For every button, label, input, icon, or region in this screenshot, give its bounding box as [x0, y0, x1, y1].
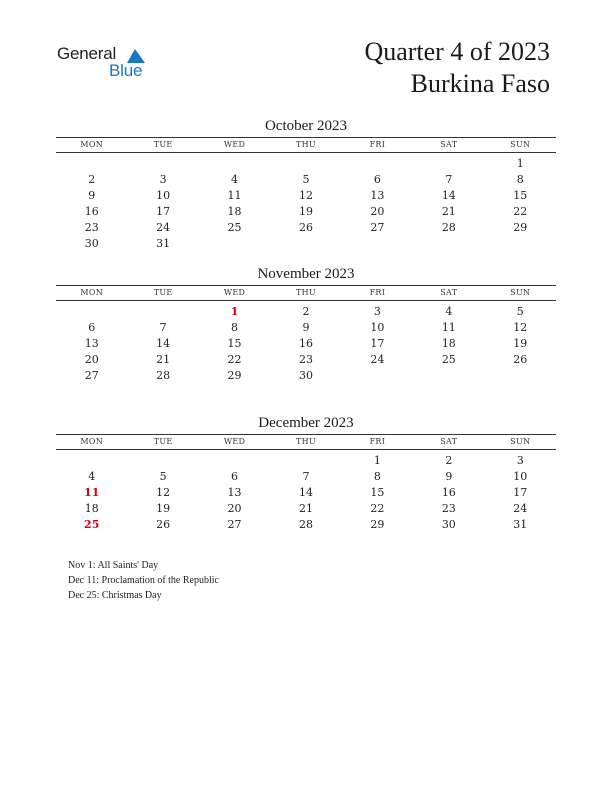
- day-cell: 25: [227, 221, 242, 234]
- day-cell: 16: [84, 205, 99, 218]
- day-cell: 9: [302, 321, 310, 334]
- empty-day-cell: [199, 236, 270, 252]
- week-row: [56, 485, 556, 501]
- weeks: [56, 453, 556, 533]
- day-cell: 5: [159, 470, 167, 483]
- week-row: [56, 453, 556, 469]
- day-cell: 1: [516, 157, 524, 170]
- empty-day-cell: [270, 236, 341, 252]
- empty-day-cell: [56, 453, 127, 469]
- day-cell: 23: [441, 502, 456, 515]
- day-cell: 1: [373, 454, 381, 467]
- day-cell: 24: [156, 221, 171, 234]
- day-cell: 21: [441, 205, 456, 218]
- day-cell: 10: [156, 189, 171, 202]
- day-cell: 14: [441, 189, 456, 202]
- day-cell: 23: [298, 353, 313, 366]
- day-cell: 9: [88, 189, 96, 202]
- day-cell: 30: [441, 518, 456, 531]
- empty-day-cell: [342, 236, 413, 252]
- day-cell: 24: [513, 502, 528, 515]
- day-cell: 20: [227, 502, 242, 515]
- day-cell: 24: [370, 353, 385, 366]
- month-title: October 2023: [264, 118, 348, 134]
- day-cell: 6: [231, 470, 239, 483]
- day-cell: 4: [88, 470, 96, 483]
- empty-day-cell: [342, 368, 413, 384]
- weekday-label: SUN: [510, 140, 531, 149]
- month-november: [56, 264, 556, 384]
- day-cell: 3: [159, 173, 167, 186]
- empty-day-cell: [270, 156, 341, 172]
- day-cell: 25: [441, 353, 456, 366]
- week-row: [56, 368, 556, 384]
- day-cell: 7: [159, 321, 167, 334]
- week-row: [56, 304, 556, 320]
- weekday-label: WED: [223, 288, 246, 297]
- day-cell: 7: [302, 470, 310, 483]
- day-cell: 15: [370, 486, 385, 499]
- day-cell: 13: [84, 337, 99, 350]
- day-cell: 10: [513, 470, 528, 483]
- empty-day-cell: [413, 156, 484, 172]
- day-cell: 30: [298, 369, 313, 382]
- day-cell: 2: [88, 173, 96, 186]
- weekday-label: THU: [295, 288, 316, 297]
- week-row: [56, 172, 556, 188]
- day-cell: 30: [84, 237, 99, 250]
- day-cell: 27: [227, 518, 242, 531]
- day-cell: 19: [513, 337, 528, 350]
- day-cell: 18: [441, 337, 456, 350]
- weekday-label: THU: [295, 140, 316, 149]
- day-cell: 28: [441, 221, 456, 234]
- month-october: [56, 116, 556, 252]
- generalblue-logo: [57, 44, 157, 84]
- weekday-label: TUE: [153, 288, 173, 297]
- day-cell: 20: [84, 353, 99, 366]
- day-cell: 3: [373, 305, 381, 318]
- weeks: [56, 304, 556, 384]
- week-row: [56, 204, 556, 220]
- day-cell: 22: [513, 205, 528, 218]
- week-row: [56, 188, 556, 204]
- day-cell: 12: [298, 189, 313, 202]
- day-cell: 18: [84, 502, 99, 515]
- day-cell: 17: [513, 486, 528, 499]
- holiday-notes: [68, 558, 219, 603]
- weekday-label: SAT: [440, 140, 458, 149]
- weekday-label: FRI: [369, 288, 386, 297]
- empty-day-cell: [127, 304, 198, 320]
- day-cell: 19: [298, 205, 313, 218]
- day-cell: 11: [227, 189, 242, 202]
- day-cell: 26: [298, 221, 313, 234]
- weekday-label: SAT: [440, 437, 458, 446]
- weekday-header-row: [56, 285, 556, 301]
- day-cell: 16: [298, 337, 313, 350]
- empty-day-cell: [56, 156, 127, 172]
- day-cell: 22: [227, 353, 242, 366]
- day-cell: 15: [513, 189, 528, 202]
- day-cell: 20: [370, 205, 385, 218]
- week-row: [56, 220, 556, 236]
- day-cell: 6: [88, 321, 96, 334]
- empty-day-cell: [413, 368, 484, 384]
- week-row: [56, 236, 556, 252]
- day-cell: 8: [373, 470, 381, 483]
- day-cell: 21: [298, 502, 313, 515]
- day-cell: 7: [445, 173, 453, 186]
- weekday-label: MON: [80, 288, 104, 297]
- day-cell: 21: [156, 353, 171, 366]
- week-row: [56, 501, 556, 517]
- holiday-day-cell: 11: [84, 486, 100, 499]
- logo-blue-text: Blue: [109, 61, 143, 80]
- weekday-label: TUE: [153, 140, 173, 149]
- weekday-label: WED: [223, 140, 246, 149]
- day-cell: 31: [513, 518, 528, 531]
- weekday-label: THU: [295, 437, 316, 446]
- month-title: November 2023: [257, 266, 355, 282]
- day-cell: 27: [370, 221, 385, 234]
- day-cell: 31: [156, 237, 171, 250]
- empty-day-cell: [342, 156, 413, 172]
- day-cell: 9: [445, 470, 453, 483]
- holiday-note: Dec 11: Proclamation of the Republic: [68, 575, 219, 586]
- day-cell: 5: [516, 305, 524, 318]
- day-cell: 12: [156, 486, 171, 499]
- weekday-label: MON: [80, 140, 104, 149]
- holiday-note: Nov 1: All Saints' Day: [68, 560, 159, 571]
- day-cell: 17: [156, 205, 171, 218]
- day-cell: 29: [370, 518, 385, 531]
- day-cell: 26: [156, 518, 171, 531]
- day-cell: 6: [373, 173, 381, 186]
- day-cell: 12: [513, 321, 528, 334]
- week-row: [56, 469, 556, 485]
- day-cell: 23: [84, 221, 99, 234]
- day-cell: 28: [298, 518, 313, 531]
- week-row: [56, 352, 556, 368]
- day-cell: 4: [231, 173, 239, 186]
- holiday-day-cell: 25: [84, 518, 100, 531]
- holiday-note: Dec 25: Christmas Day: [68, 590, 162, 601]
- week-row: [56, 336, 556, 352]
- logo-general-text: General: [57, 44, 117, 63]
- quarter-title: Quarter 4 of 2023: [364, 37, 550, 66]
- holiday-day-cell: 1: [230, 305, 239, 318]
- week-row: [56, 156, 556, 172]
- weekday-label: FRI: [369, 140, 386, 149]
- week-row: [56, 320, 556, 336]
- day-cell: 3: [516, 454, 524, 467]
- weekday-header-row: [56, 434, 556, 450]
- weekday-header-row: [56, 137, 556, 153]
- day-cell: 10: [370, 321, 385, 334]
- day-cell: 2: [302, 305, 310, 318]
- weekday-label: SUN: [510, 288, 531, 297]
- day-cell: 8: [231, 321, 239, 334]
- weekday-label: FRI: [369, 437, 386, 446]
- day-cell: 14: [156, 337, 171, 350]
- day-cell: 22: [370, 502, 385, 515]
- weekday-label: WED: [223, 437, 246, 446]
- day-cell: 16: [441, 486, 456, 499]
- weekday-label: SUN: [510, 437, 531, 446]
- empty-day-cell: [485, 368, 556, 384]
- weekday-label: TUE: [153, 437, 173, 446]
- day-cell: 13: [227, 486, 242, 499]
- empty-day-cell: [199, 453, 270, 469]
- day-cell: 18: [227, 205, 242, 218]
- day-cell: 15: [227, 337, 242, 350]
- day-cell: 17: [370, 337, 385, 350]
- day-cell: 2: [445, 454, 453, 467]
- month-title: December 2023: [258, 415, 354, 431]
- day-cell: 29: [227, 369, 242, 382]
- weekday-label: SAT: [440, 288, 458, 297]
- day-cell: 13: [370, 189, 385, 202]
- day-cell: 26: [513, 353, 528, 366]
- empty-day-cell: [127, 453, 198, 469]
- day-cell: 14: [298, 486, 313, 499]
- day-cell: 28: [156, 369, 171, 382]
- empty-day-cell: [199, 156, 270, 172]
- empty-day-cell: [56, 304, 127, 320]
- day-cell: 29: [513, 221, 528, 234]
- day-cell: 4: [445, 305, 453, 318]
- day-cell: 8: [516, 173, 524, 186]
- day-cell: 27: [84, 369, 99, 382]
- empty-day-cell: [127, 156, 198, 172]
- page-title: [364, 36, 550, 100]
- week-row: [56, 517, 556, 533]
- day-cell: 5: [302, 173, 310, 186]
- empty-day-cell: [270, 453, 341, 469]
- day-cell: 19: [156, 502, 171, 515]
- empty-day-cell: [413, 236, 484, 252]
- weeks: [56, 156, 556, 252]
- day-cell: 11: [441, 321, 456, 334]
- month-december: [56, 413, 556, 533]
- country-name: Burkina Faso: [410, 69, 550, 98]
- empty-day-cell: [485, 236, 556, 252]
- weekday-label: MON: [80, 437, 104, 446]
